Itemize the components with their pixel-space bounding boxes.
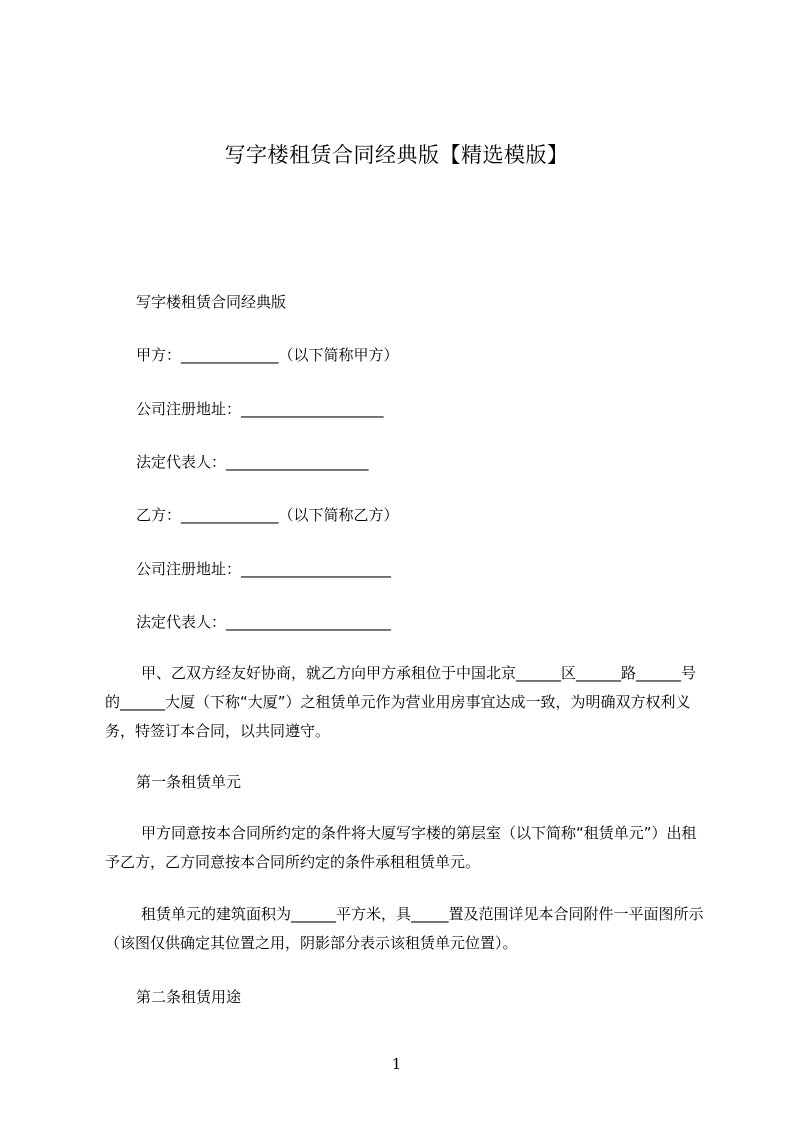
document-title: 写字楼租赁合同经典版【精选模版】 (224, 143, 569, 167)
document-subtitle: 写字楼租赁合同经典版 (136, 293, 287, 311)
article-1-paragraph-2-text: 租赁单元的建筑面积为______平方米，具_____置及范围详见本合同附件一平面图所示（该图仅供确定其位置之用，阴影部分表示该租赁单元位置）。 (105, 905, 704, 952)
article-1-paragraph-2 (105, 900, 705, 958)
page-number: 1 (391, 1055, 402, 1073)
preamble-text: 甲、乙双方经友好协商，就乙方向甲方承租位于中国北京______区______路______号的______大厦（下称“大厦”）之租赁单元作为营业用房事宜达成一致，为明确双方权利义务，特签订本合同，以共同遵守。 (105, 664, 697, 740)
article-2-heading: 第二条租赁用途 (136, 988, 242, 1006)
party-b-address-line: 公司注册地址：____________________ (136, 560, 392, 578)
party-b-representative-line: 法定代表人：______________________ (136, 613, 392, 631)
party-a-address-line: 公司注册地址：___________________ (136, 400, 384, 418)
article-1-paragraph-1 (105, 819, 705, 877)
preamble-paragraph (105, 659, 705, 746)
party-b-line: 乙方：_____________（以下简称乙方） (136, 506, 399, 524)
article-1-heading: 第一条租赁单元 (136, 773, 242, 791)
party-a-line: 甲方：_____________（以下简称甲方） (136, 346, 399, 364)
article-1-paragraph-1-text: 甲方同意按本合同所约定的条件将大厦写字楼的第层室（以下简称“租赁单元”）出租予乙方，乙方同意按本合同所约定的条件承租租赁单元。 (105, 824, 697, 871)
party-a-representative-line: 法定代表人：___________________ (136, 453, 369, 471)
